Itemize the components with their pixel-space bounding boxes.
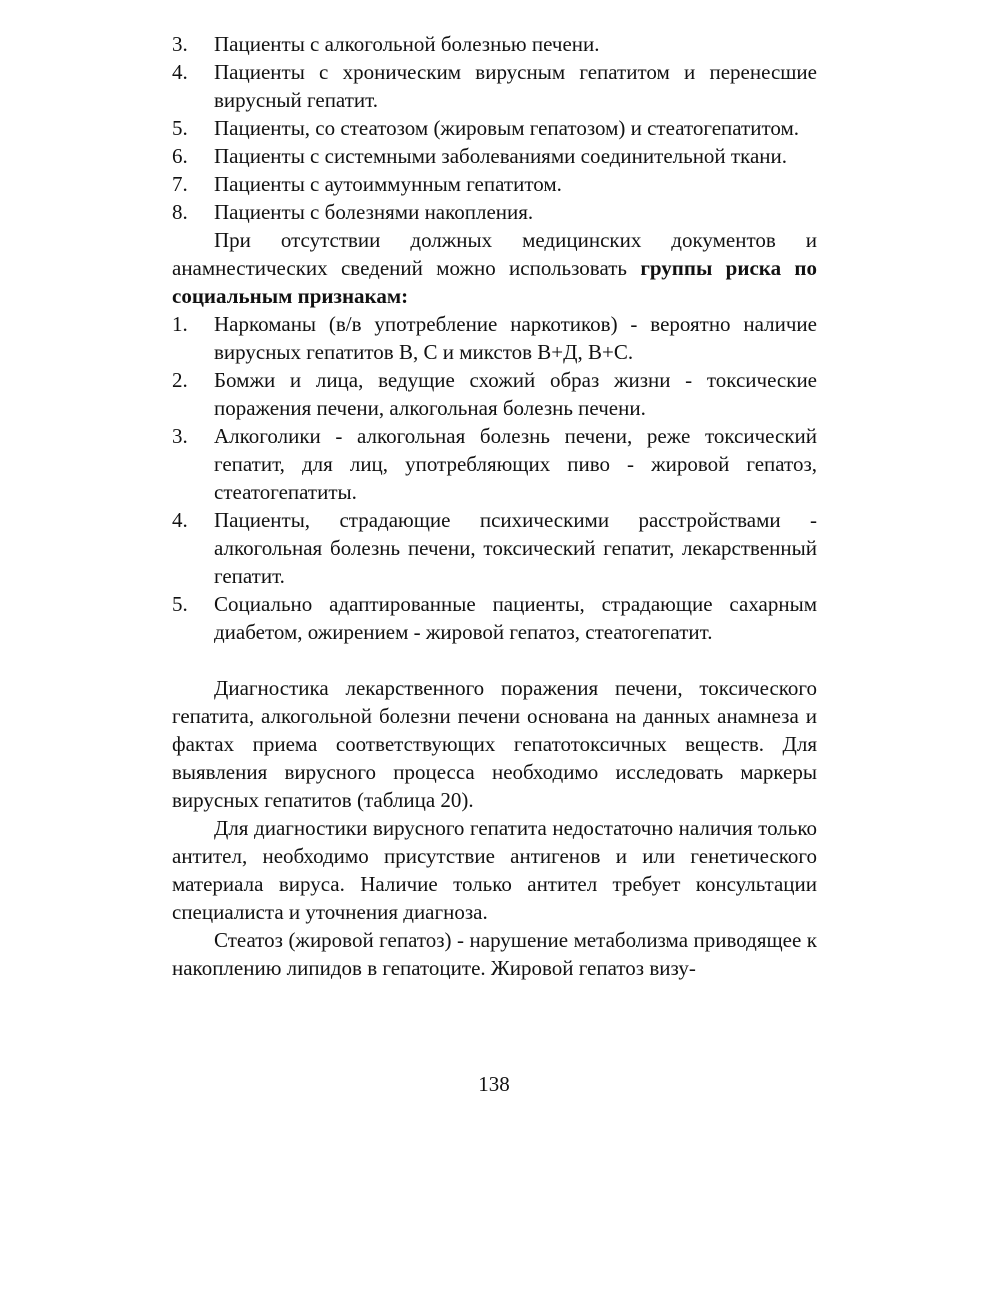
page-number: 138 [478, 1072, 510, 1096]
list-item [172, 198, 817, 226]
list-item-text: Бомжи и лица, ведущие схожий образ жизни - токсические поражения печени, алкогольная болезнь печени. [214, 368, 817, 420]
list-item-text: Алкоголики - алкогольная болезнь печени, реже токсический гепатит, для лиц, употребляющих пиво - жировой гепатоз, стеатогепатиты. [214, 424, 817, 504]
list-item-number: 5. [172, 592, 188, 616]
list-item-number: 4. [172, 508, 188, 532]
list-item [172, 142, 817, 170]
list-item [172, 422, 817, 506]
patient-risk-list [172, 30, 817, 226]
body-paragraph: Стеатоз (жировой гепатоз) - нарушение метаболизма приводящее к накоплению липидов в гепатоците. Жировой гепатоз визу- [172, 928, 817, 980]
intro-text: При отсутствии должных медицинских документов и анамнестических сведений можно использовать [172, 228, 817, 280]
body-paragraph: Диагностика лекарственного поражения печени, токсического гепатита, алкогольной болезни печени основана на данных анамнеза и фактах приема соответствующих гепатотоксичных веществ. Для выявления вирусного процесса необходимо исследовать маркеры вирусных гепатитов (таблица 20). [172, 676, 817, 812]
list-item [172, 506, 817, 590]
list-item-number: 4. [172, 60, 188, 84]
list-item-number: 3. [172, 424, 188, 448]
paragraph-spacer [172, 646, 817, 674]
list-item-number: 5. [172, 116, 188, 140]
list-item-text: Пациенты с системными заболеваниями соединительной ткани. [214, 144, 788, 168]
list-item [172, 58, 817, 114]
list-item [172, 114, 817, 142]
list-item [172, 310, 817, 366]
page-content [172, 30, 817, 982]
list-item [172, 170, 817, 198]
list-item-number: 1. [172, 312, 188, 336]
list-item-text: Пациенты с болезнями накопления. [214, 200, 534, 224]
list-item-text: Пациенты с хроническим вирусным гепатитом и перенесшие вирусный гепатит. [214, 60, 817, 112]
intro-bold-text: группы риска по социальным признакам: [172, 256, 817, 308]
list-item-number: 6. [172, 144, 188, 168]
social-risk-intro [172, 226, 817, 310]
list-item-number: 3. [172, 32, 188, 56]
list-item-text: Социально адаптированные пациенты, страдающие сахарным диабетом, ожирением - жировой гепатоз, стеатогепатит. [214, 592, 817, 644]
list-item-text: Пациенты с алкогольной болезнью печени. [214, 32, 600, 56]
list-item-number: 8. [172, 200, 188, 224]
list-item [172, 30, 817, 58]
list-item-text: Пациенты с аутоиммунным гепатитом. [214, 172, 562, 196]
list-item [172, 366, 817, 422]
list-item [172, 590, 817, 646]
list-item-text: Наркоманы (в/в употребление наркотиков) - вероятно наличие вирусных гепатитов В, С и микстов В+Д, В+С. [214, 312, 817, 364]
list-item-number: 2. [172, 368, 188, 392]
list-item-text: Пациенты, со стеатозом (жировым гепатозом) и стеатогепатитом. [214, 116, 799, 140]
body-paragraph: Для диагностики вирусного гепатита недостаточно наличия только антител, необходимо присутствие антигенов и или генетического материала вируса. Наличие только антител требует консультации специалиста и уточнения диагноза. [172, 816, 817, 924]
social-risk-list [172, 310, 817, 646]
list-item-text: Пациенты, страдающие психическими расстройствами - алкогольная болезнь печени, токсический гепатит, лекарственный гепатит. [214, 508, 817, 588]
list-item-number: 7. [172, 172, 188, 196]
